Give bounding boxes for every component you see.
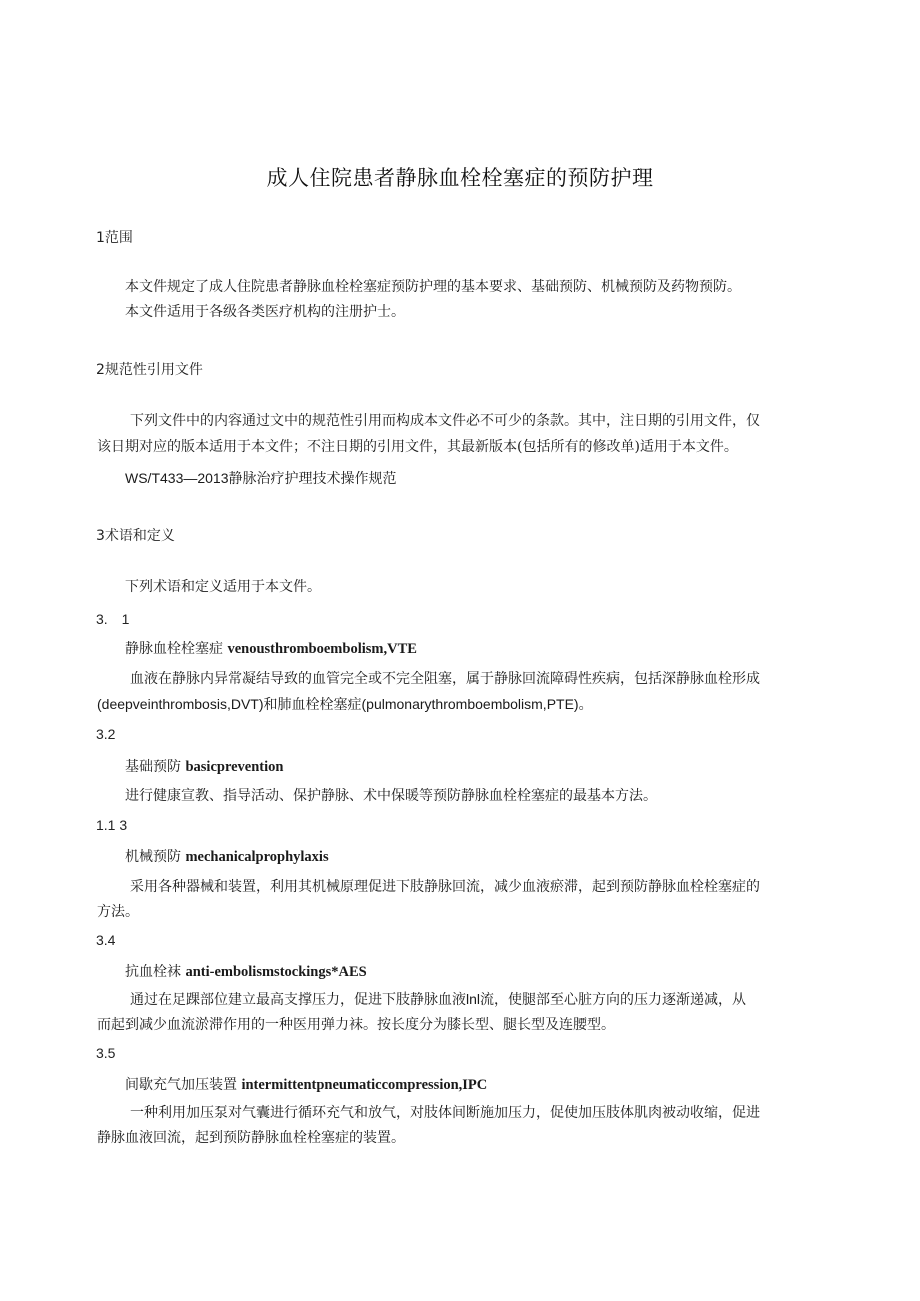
term-definition-part-a: 通过在足踝部位建立最高支撑压力，促进下肢静脉血液 xyxy=(130,992,466,1008)
term-number: 1.1 3 xyxy=(96,817,128,833)
term-definition-line-1 xyxy=(130,989,746,1009)
term-definition-line-1: 血液在静脉内异常凝结导致的血管完全或不完全阻塞，属于静脉回流障碍性疾病，包括深静脉血栓形成 xyxy=(130,671,760,687)
section-2-heading: 2规范性引用文件 xyxy=(96,362,203,378)
section-1-heading: 1范围 xyxy=(96,230,133,246)
section-2-paragraph-line-2: 该日期对应的版本适用于本文件；不注日期的引用文件，其最新版本(包括所有的修改单)适用于本文件。 xyxy=(97,439,738,455)
term-title xyxy=(125,1074,487,1094)
normative-reference xyxy=(125,468,397,488)
term-title xyxy=(125,846,329,866)
term-title xyxy=(125,756,283,776)
term-definition-part-b: lnl xyxy=(466,991,481,1007)
term-zh: 抗血栓袜 xyxy=(125,964,181,980)
reference-code: WS/T433—2013 xyxy=(125,470,229,486)
term-abbr-dvt: (deepveinthrombosis,DVT) xyxy=(97,696,264,712)
term-en: intermittentpneumaticcompression,IPC xyxy=(241,1077,488,1093)
term-number: 3.4 xyxy=(96,932,116,948)
term-definition-line-2: 静脉血液回流，起到预防静脉血栓栓塞症的装置。 xyxy=(97,1130,405,1146)
term-period: 。 xyxy=(578,697,593,713)
term-en: anti-embolismstockings*AES xyxy=(185,964,367,980)
term-definition-line-1: 采用各种器械和装置，利用其机械原理促进下肢静脉回流，减少血液瘀滞，起到预防静脉血栓栓塞症的 xyxy=(130,879,760,895)
term-definition-line-2: 而起到减少血流淤滞作用的一种医用弹力袜。按长度分为膝长型、腿长型及连腰型。 xyxy=(97,1017,615,1033)
section-1-paragraph-1: 本文件规定了成人住院患者静脉血栓栓塞症预防护理的基本要求、基础预防、机械预防及药物预防。 xyxy=(125,279,741,295)
section-2-paragraph-line-1: 下列文件中的内容通过文中的规范性引用而构成本文件必不可少的条款。其中，注日期的引用文件，仅 xyxy=(130,413,760,429)
term-number: 3. 1 xyxy=(96,611,130,627)
term-zh: 机械预防 xyxy=(125,849,181,865)
term-definition-part-c: 流，使腿部至心脏方向的压力逐渐递减，从 xyxy=(480,992,747,1008)
term-connector: 和肺血栓栓塞症 xyxy=(263,697,362,713)
term-zh: 间歇充气加压装置 xyxy=(125,1077,237,1093)
section-1-paragraph-2: 本文件适用于各级各类医疗机构的注册护士。 xyxy=(125,304,405,320)
term-number: 3.5 xyxy=(96,1045,116,1061)
term-title xyxy=(125,961,367,981)
term-en: venousthromboembolism,VTE xyxy=(227,641,417,657)
term-definition-line-1: 一种利用加压泵对气囊进行循环充气和放气，对肢体间断施加压力，促使加压肢体肌肉被动收缩，促进 xyxy=(130,1105,760,1121)
term-title xyxy=(125,638,417,658)
section-3-heading: 3术语和定义 xyxy=(96,528,175,544)
term-number: 3.2 xyxy=(96,726,116,742)
term-definition-line-2: 方法。 xyxy=(97,904,139,920)
term-definition-line-2 xyxy=(97,694,593,714)
term-zh: 基础预防 xyxy=(125,759,181,775)
reference-title: 静脉治疗护理技术操作规范 xyxy=(228,471,397,487)
term-zh: 静脉血栓栓塞症 xyxy=(125,641,223,657)
term-en: basicprevention xyxy=(185,759,284,775)
section-3-intro: 下列术语和定义适用于本文件。 xyxy=(125,579,321,595)
term-abbr-pte: (pulmonarythromboembolism,PTE) xyxy=(361,696,579,712)
term-en: mechanicalprophylaxis xyxy=(185,849,329,865)
term-definition-line-1: 进行健康宣教、指导活动、保护静脉、术中保暖等预防静脉血栓栓塞症的最基本方法。 xyxy=(125,788,657,804)
document-title: 成人住院患者静脉血栓栓塞症的预防护理 xyxy=(266,166,654,190)
